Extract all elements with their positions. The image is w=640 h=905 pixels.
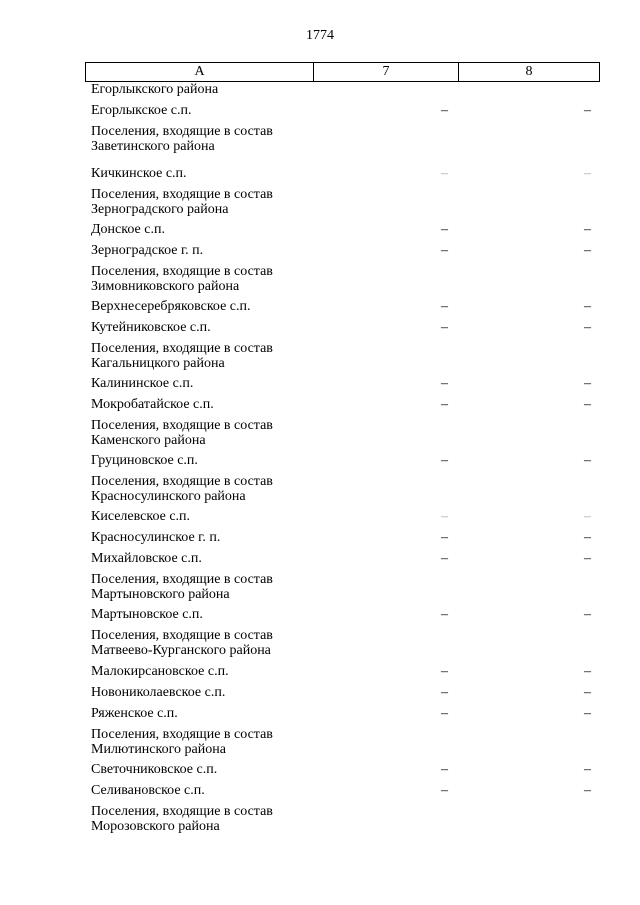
table-row bbox=[0, 398, 640, 419]
row-label: Поселения, входящие в состав Зимовниковского района bbox=[91, 264, 273, 294]
row-label: Ряженское с.п. bbox=[91, 706, 178, 721]
row-value-col7: – bbox=[441, 783, 448, 798]
row-value-col8: – bbox=[584, 453, 591, 468]
row-label: Поселения, входящие в состав Заветинского района bbox=[91, 124, 273, 154]
row-label: Светочниковское с.п. bbox=[91, 762, 218, 777]
row-label: Поселения, входящие в состав Морозовского района bbox=[91, 804, 273, 834]
row-value-col7: – bbox=[441, 166, 448, 181]
table-row bbox=[0, 321, 640, 342]
column-header-7: 7 bbox=[314, 63, 459, 81]
row-value-col7: – bbox=[441, 762, 448, 777]
table-row bbox=[0, 244, 640, 265]
table-row bbox=[0, 552, 640, 573]
row-label: Мартыновское с.п. bbox=[91, 607, 203, 622]
row-label: Поселения, входящие в состав Красносулинского района bbox=[91, 474, 273, 504]
page-number: 1774 bbox=[306, 28, 334, 43]
row-value-col7: – bbox=[441, 530, 448, 545]
row-value-col7: – bbox=[441, 551, 448, 566]
table-body bbox=[0, 83, 640, 840]
row-value-col8: – bbox=[584, 664, 591, 679]
row-value-col7: – bbox=[441, 509, 448, 524]
table-row bbox=[0, 629, 640, 665]
row-value-col7: – bbox=[441, 706, 448, 721]
row-value-col8: – bbox=[584, 783, 591, 798]
table-row bbox=[0, 784, 640, 805]
row-value-col7: – bbox=[441, 103, 448, 118]
table-row bbox=[0, 608, 640, 629]
row-value-col7: – bbox=[441, 222, 448, 237]
row-value-col8: – bbox=[584, 762, 591, 777]
row-label: Кутейниковское с.п. bbox=[91, 320, 211, 335]
table-row bbox=[0, 805, 640, 840]
row-value-col8: – bbox=[584, 166, 591, 181]
row-value-col8: – bbox=[584, 685, 591, 700]
row-value-col8: – bbox=[584, 706, 591, 721]
table-row bbox=[0, 573, 640, 608]
row-label: Поселения, входящие в состав Каменского района bbox=[91, 418, 273, 448]
row-value-col8: – bbox=[584, 397, 591, 412]
row-value-col8: – bbox=[584, 376, 591, 391]
row-value-col7: – bbox=[441, 376, 448, 391]
table-row bbox=[0, 531, 640, 552]
row-label: Зерноградское г. п. bbox=[91, 243, 204, 258]
row-label: Кичкинское с.п. bbox=[91, 166, 187, 181]
row-value-col8: – bbox=[584, 607, 591, 622]
row-value-col7: – bbox=[441, 607, 448, 622]
column-header-8: 8 bbox=[525, 64, 533, 79]
table-row bbox=[0, 125, 640, 167]
row-label: Киселевское с.п. bbox=[91, 509, 191, 524]
row-value-col8: – bbox=[584, 509, 591, 524]
table-row bbox=[0, 475, 640, 510]
table-row bbox=[0, 223, 640, 244]
row-value-col8: – bbox=[584, 530, 591, 545]
row-label: Поселения, входящие в состав Милютинского района bbox=[91, 727, 273, 757]
row-label: Михайловское с.п. bbox=[91, 551, 202, 566]
table-row bbox=[0, 763, 640, 784]
row-value-col7: – bbox=[441, 397, 448, 412]
table-row bbox=[0, 454, 640, 475]
row-label: Мокробатайское с.п. bbox=[91, 397, 214, 412]
row-label: Поселения, входящие в состав Матвеево-Курганского района bbox=[91, 628, 273, 658]
row-value-col8: – bbox=[584, 103, 591, 118]
row-value-col7: – bbox=[441, 299, 448, 314]
row-label: Новониколаевское с.п. bbox=[91, 685, 226, 700]
table-row bbox=[0, 665, 640, 686]
table-row bbox=[0, 300, 640, 321]
row-label: Груциновское с.п. bbox=[91, 453, 198, 468]
table-row bbox=[0, 265, 640, 300]
row-value-col8: – bbox=[584, 551, 591, 566]
row-label: Селивановское с.п. bbox=[91, 783, 205, 798]
row-value-col7: – bbox=[441, 664, 448, 679]
table-row bbox=[0, 707, 640, 728]
table-row bbox=[0, 167, 640, 188]
row-label: Поселения, входящие в состав Кагальницкого района bbox=[91, 341, 273, 371]
row-value-col8: – bbox=[584, 320, 591, 335]
row-value-col7: – bbox=[441, 453, 448, 468]
row-label: Малокирсановское с.п. bbox=[91, 664, 229, 679]
column-header-a: А bbox=[86, 63, 314, 81]
row-value-col8: – bbox=[584, 243, 591, 258]
table-row bbox=[0, 83, 640, 104]
row-value-col8: – bbox=[584, 222, 591, 237]
row-label: Поселения, входящие в состав Мартыновского района bbox=[91, 572, 273, 602]
row-value-col7: – bbox=[441, 685, 448, 700]
table-row bbox=[0, 188, 640, 223]
row-label: Донское с.п. bbox=[91, 222, 165, 237]
table-row bbox=[0, 728, 640, 763]
table-header bbox=[85, 62, 600, 82]
table-row bbox=[0, 104, 640, 125]
row-value-col7: – bbox=[441, 320, 448, 335]
row-value-col8: – bbox=[584, 299, 591, 314]
row-label: Егорлыкского района bbox=[91, 82, 219, 97]
table-row bbox=[0, 342, 640, 377]
row-label: Поселения, входящие в состав Зерноградского района bbox=[91, 187, 273, 217]
table-row bbox=[0, 686, 640, 707]
table-row bbox=[0, 377, 640, 398]
row-label: Красносулинское г. п. bbox=[91, 530, 221, 545]
table-row bbox=[0, 510, 640, 531]
row-value-col7: – bbox=[441, 243, 448, 258]
row-label: Егорлыкское с.п. bbox=[91, 103, 192, 118]
row-label: Калининское с.п. bbox=[91, 376, 194, 391]
row-label: Верхнесеребряковское с.п. bbox=[91, 299, 251, 314]
table-row bbox=[0, 419, 640, 454]
